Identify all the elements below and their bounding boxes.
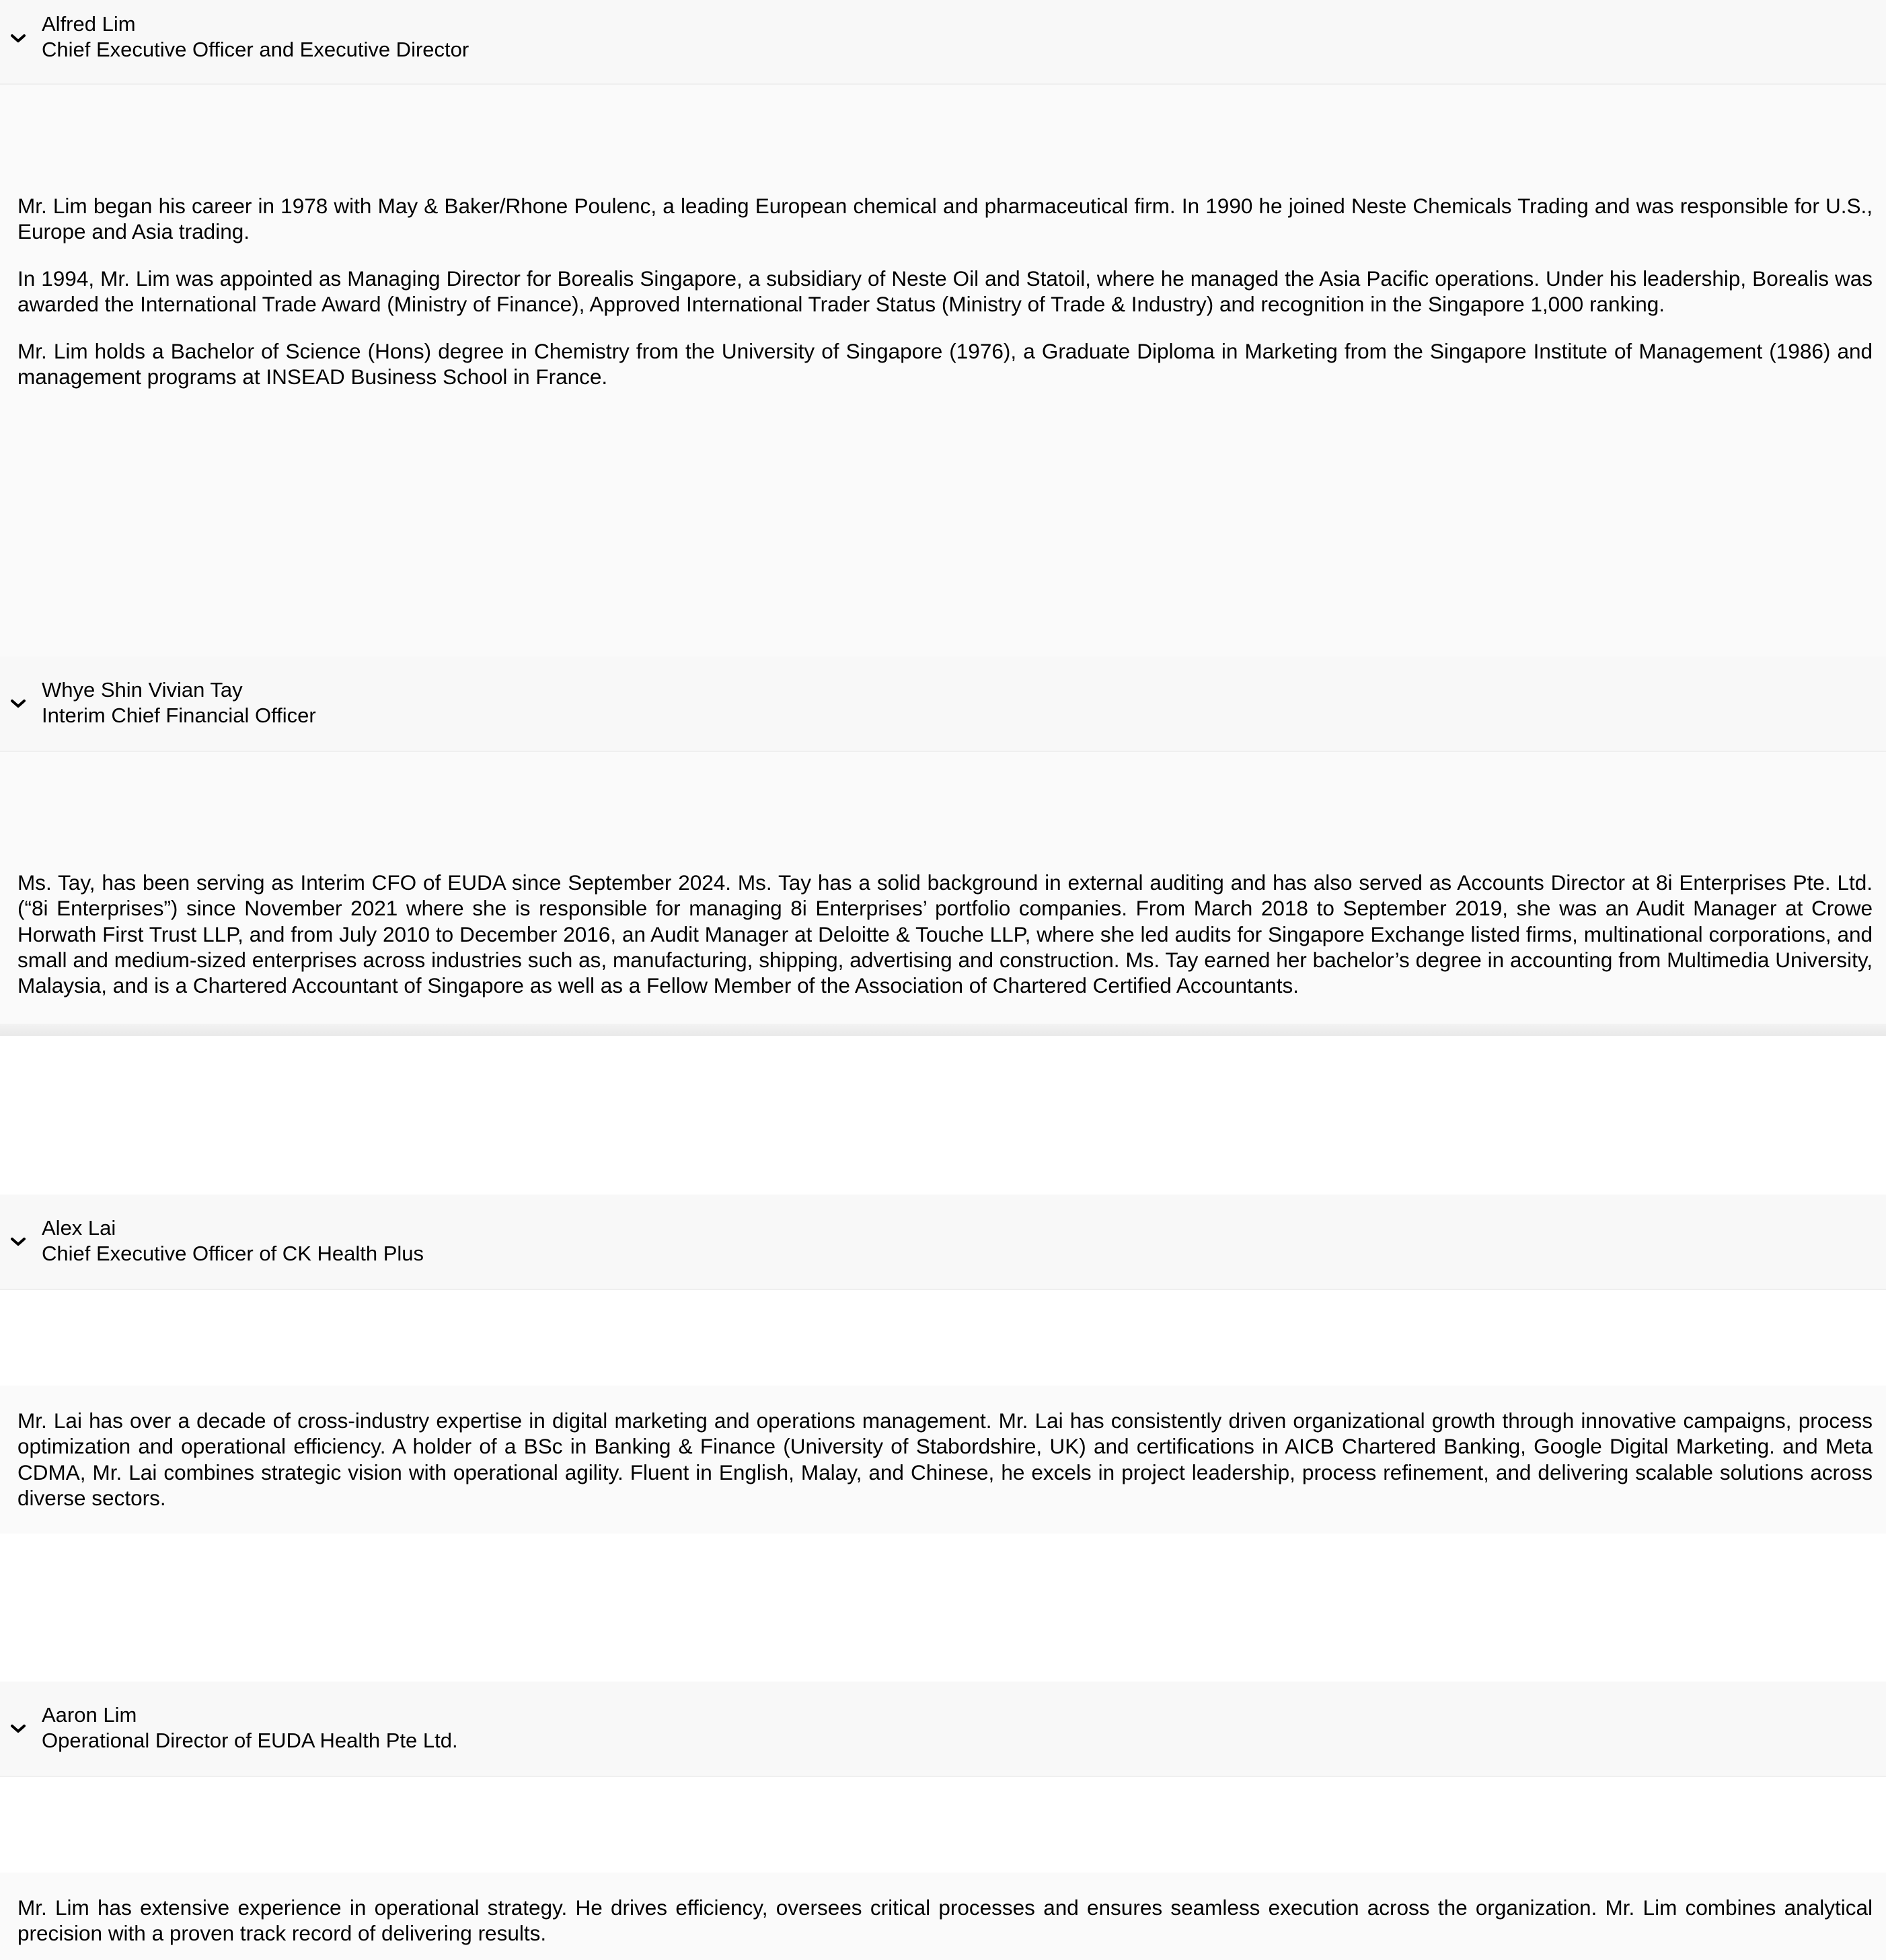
accordion-panel-alfred-lim bbox=[0, 169, 1886, 413]
member-title: Operational Director of EUDA Health Pte Ltd. bbox=[42, 1729, 458, 1752]
member-title: Interim Chief Financial Officer bbox=[42, 704, 316, 727]
accordion-header-vivian-tay[interactable] bbox=[0, 656, 1886, 752]
accordion-header-aaron-lim[interactable] bbox=[0, 1682, 1886, 1777]
chevron-down-icon[interactable] bbox=[9, 1723, 27, 1735]
bio-paragraph: Mr. Lai has over a decade of cross-industry expertise in digital marketing and operations management. Mr. Lai has consistently driven organizational growth through innovative campaigns, process optimization and operational efficiency. A holder of a BSc in Banking & Finance (University of Stabordshire, UK) and certifications in AICB Chartered Banking, Google Digital Marketing. and Meta CDMA, Mr. Lai combines strategic vision with operational agility. Fluent in English, Malay, and Chinese, he excels in project leadership, process refinement, and delivering scalable solutions across diverse sectors. bbox=[17, 1408, 1873, 1510]
bio-paragraph: Mr. Lim holds a Bachelor of Science (Hons) degree in Chemistry from the University of Singapore (1976), a Graduate Diploma in Marketing from the Singapore Institute of Management (1986) and management programs at INSEAD Business School in France. bbox=[17, 339, 1873, 389]
member-title: Chief Executive Officer of CK Health Plus bbox=[42, 1242, 424, 1265]
chevron-down-icon[interactable] bbox=[9, 1236, 27, 1248]
bio-paragraph: Ms. Tay, has been serving as Interim CFO of EUDA since September 2024. Ms. Tay has a solid background in external auditing and has also served as Accounts Director at 8i Enterprises Pte. Ltd. (“8i Enterprises”) since November 2021 where she is responsible for managing 8i Enterprises’ portfolio companies. From March 2018 to September 2019, she was an Audit Manager at Crowe Horwath First Trust LLP, and from July 2010 to December 2016, an Audit Manager at Deloitte & Touche LLP, where she led audits for Singapore Exchange listed firms, multinational corporations, and small and medium-sized enterprises across industries such as, manufacturing, shipping, advertising and construction. Ms. Tay earned her bachelor’s degree in accounting from Multimedia University, Malaysia, and is a Chartered Accountant of Singapore as well as a Fellow Member of the Association of Chartered Certified Accountants. bbox=[17, 870, 1873, 998]
member-title: Chief Executive Officer and Executive Director bbox=[42, 38, 469, 61]
chevron-down-icon[interactable] bbox=[9, 32, 27, 44]
accordion-header-alex-lai[interactable] bbox=[0, 1195, 1886, 1290]
bio-paragraph: In 1994, Mr. Lim was appointed as Managing Director for Borealis Singapore, a subsidiary of Neste Oil and Statoil, where he managed the Asia Pacific operations. Under his leadership, Borealis was awarded the International Trade Award (Ministry of Finance), Approved International Trader Status (Ministry of Trade & Industry) and recognition in the Singapore 1,000 ranking. bbox=[17, 266, 1873, 317]
member-name: Alex Lai bbox=[42, 1216, 116, 1240]
bio-paragraph: Mr. Lim began his career in 1978 with May & Baker/Rhone Poulenc, a leading European chemical and pharmaceutical firm. In 1990 he joined Neste Chemicals Trading and was responsible for U.S., Europe and Asia trading. bbox=[17, 194, 1873, 244]
accordion-panel-alex-lai bbox=[0, 1386, 1886, 1534]
bio-paragraph: Mr. Lim has extensive experience in operational strategy. He drives efficiency, oversees critical processes and ensures seamless execution across the organization. Mr. Lim combines analytical precision with a proven track record of delivering results. bbox=[17, 1895, 1873, 1946]
member-name: Aaron Lim bbox=[42, 1703, 137, 1727]
member-name: Whye Shin Vivian Tay bbox=[42, 678, 243, 702]
bottom-divider bbox=[0, 1024, 1886, 1036]
accordion-header-alfred-lim[interactable] bbox=[0, 0, 1886, 85]
chevron-down-icon[interactable] bbox=[9, 698, 27, 710]
member-name: Alfred Lim bbox=[42, 12, 136, 36]
accordion-panel-vivian-tay bbox=[0, 847, 1886, 1021]
accordion-panel-aaron-lim bbox=[0, 1873, 1886, 1960]
